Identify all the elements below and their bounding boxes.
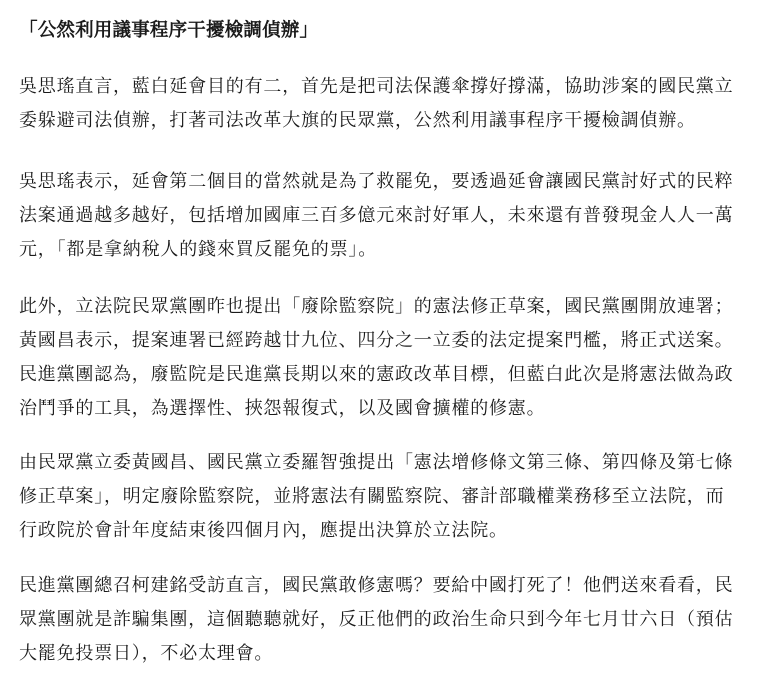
paragraph-1 xyxy=(19,70,771,138)
paragraph-line: 眾黨團就是詐騙集團，這個聽聽就好，反正他們的政治生命只到今年七月廿六日（預估 xyxy=(19,609,734,630)
paragraph-line: 委躲避司法偵辦，打著司法改革大旗的民眾黨，公然利用議事程序干擾檢調偵辦。 xyxy=(19,110,696,131)
paragraph-line: 大罷免投票日），不必太理會。 xyxy=(19,643,274,664)
paragraph-line: 由民眾黨立委黃國昌、國民黨立委羅智強提出「憲法增修條文第三條、第四條及第七條 xyxy=(19,452,734,473)
paragraph-line: 吳思瑤表示，延會第二個目的當然就是為了救罷免，要透過延會讓國民黨討好式的民粹 xyxy=(19,171,734,192)
paragraph-2 xyxy=(19,165,771,267)
paragraph-line: 法案通過越多越好，包括增加國庫三百多億元來討好軍人，未來還有普發現金人人一萬 xyxy=(19,205,734,226)
paragraph-line: 此外，立法院民眾黨團昨也提出「廢除監察院」的憲法修正草案，國民黨團開放連署； xyxy=(19,296,734,317)
paragraph-5 xyxy=(19,569,771,671)
paragraph-line: 民進黨團認為，廢監院是民進黨長期以來的憲政改革目標，但藍白此次是將憲法做為政 xyxy=(19,364,734,385)
section-subheading: 「公然利用議事程序干擾檢調偵辦」 xyxy=(19,20,319,41)
paragraph-line: 治鬥爭的工具，為選擇性、挾怨報復式，以及國會擴權的修憲。 xyxy=(19,398,546,419)
paragraph-line: 民進黨團總召柯建銘受訪直言，國民黨敢修憲嗎？要給中國打死了！他們送來看看，民 xyxy=(19,575,734,596)
paragraph-line: 吳思瑤直言，藍白延會目的有二，首先是把司法保護傘撐好撐滿，協助涉案的國民黨立 xyxy=(19,76,734,97)
paragraph-line: 行政院於會計年度結束後四個月內，應提出決算於立法院。 xyxy=(19,520,508,541)
paragraph-line: 修正草案」，明定廢除監察院，並將憲法有關監察院、審計部職權業務移至立法院，而 xyxy=(19,486,725,507)
paragraph-4 xyxy=(19,446,771,548)
paragraph-line: 黃國昌表示，提案連署已經跨越廿九位、四分之一立委的法定提案門檻，將正式送案。 xyxy=(19,330,734,351)
paragraph-3 xyxy=(19,290,771,426)
paragraph-line: 元，「都是拿納稅人的錢來買反罷免的票」。 xyxy=(19,239,377,260)
